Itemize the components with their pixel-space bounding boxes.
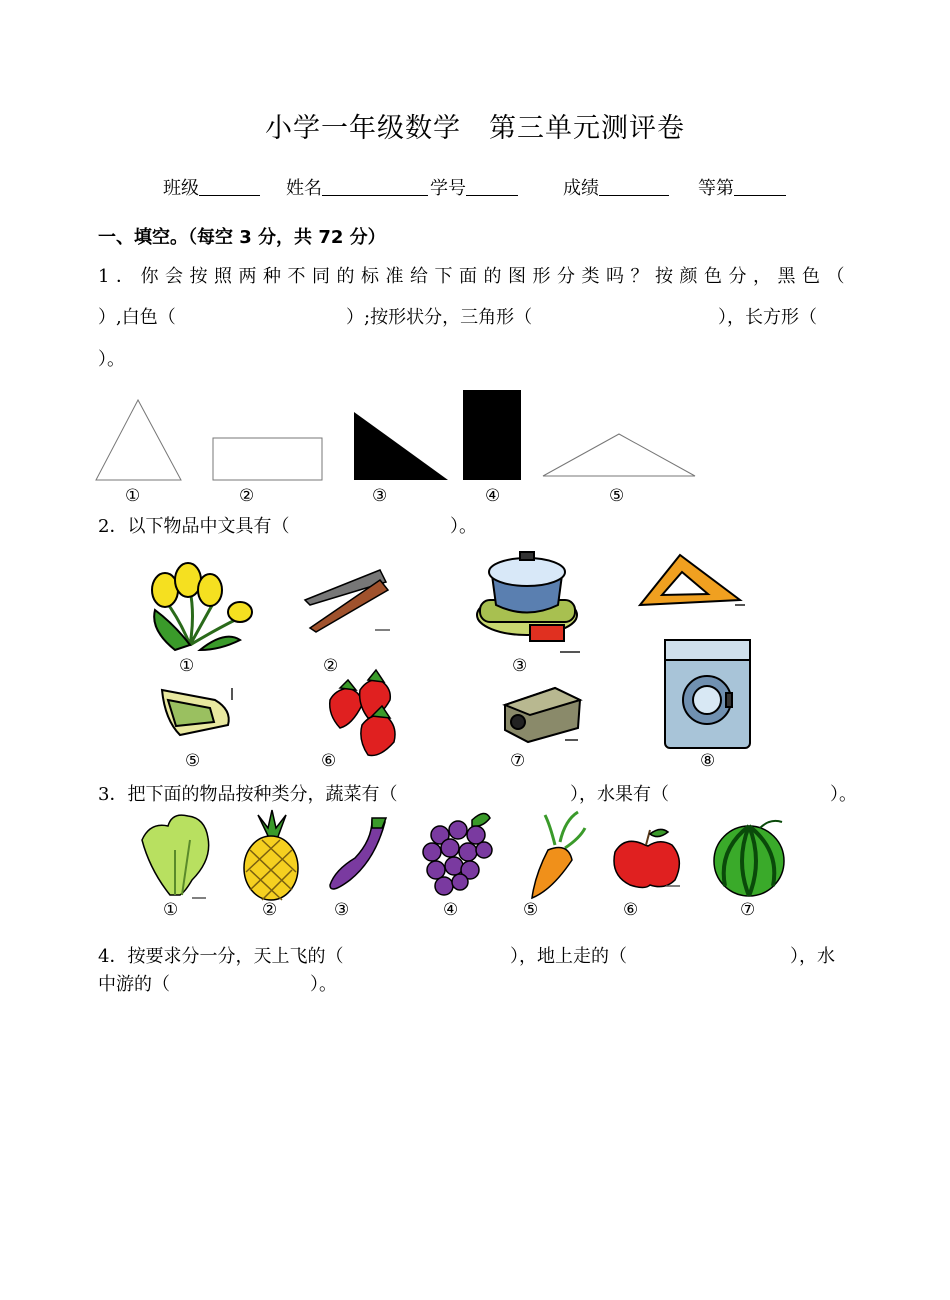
shape-label-2: ② (239, 486, 255, 506)
section-heading: 一、填空。（每空 3 分，共 72 分） (98, 227, 386, 248)
food-label-1: ① (163, 900, 179, 920)
eggplant-picture (330, 818, 386, 889)
watermelon-picture (714, 821, 784, 896)
item-label-7: ⑦ (510, 751, 526, 771)
food-label-4: ④ (443, 900, 459, 920)
student-id-field: 学号 (430, 174, 518, 200)
name-field: 姓名 (286, 174, 428, 200)
grapes-picture (423, 813, 492, 895)
apple-picture (614, 829, 680, 887)
class-field: 班级 (163, 174, 260, 200)
item-label-6: ⑥ (321, 751, 337, 771)
food-label-3: ③ (334, 900, 350, 920)
pineapple-picture (244, 810, 298, 900)
item-label-2: ② (323, 656, 339, 676)
item-label-1: ① (179, 656, 195, 676)
item-label-5: ⑤ (185, 751, 201, 771)
food-label-7: ⑦ (740, 900, 756, 920)
shape-label-3: ③ (372, 486, 388, 506)
shape-label-5: ⑤ (609, 486, 625, 506)
food-label-5: ⑤ (523, 900, 539, 920)
item-label-3: ③ (512, 656, 528, 676)
food-label-6: ⑥ (623, 900, 639, 920)
carrot-picture (532, 812, 585, 898)
shape-label-4: ④ (485, 486, 501, 506)
food-label-2: ② (262, 900, 278, 920)
shape-label-1: ① (125, 486, 141, 506)
question-1-line-1: 1．你会按照两种不同的标准给下面的图形分类吗？按颜色分，黑色（ (98, 266, 851, 287)
grade-field: 等第 (698, 174, 786, 200)
item-label-8: ⑧ (700, 751, 716, 771)
cabbage-picture (142, 815, 209, 898)
question-1-line-3: ）。 (98, 349, 125, 370)
page-title: 小学一年级数学 第三单元测评卷 (265, 113, 685, 144)
score-field: 成绩 (563, 174, 669, 200)
